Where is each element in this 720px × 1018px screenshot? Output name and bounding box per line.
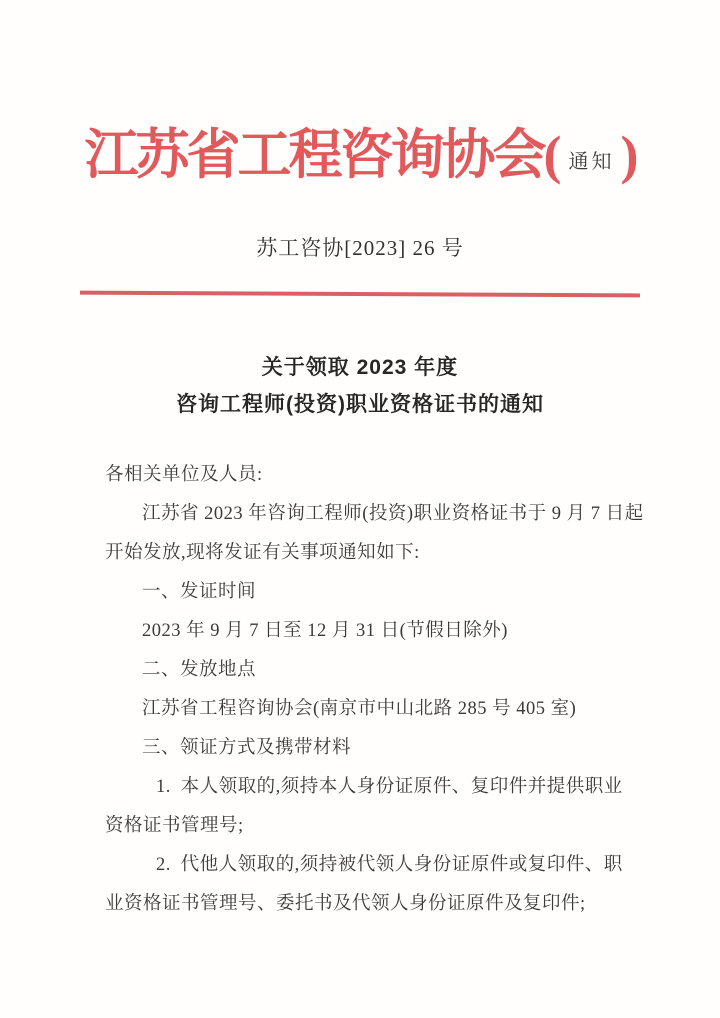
body-line: 资格证书管理号; [105,816,244,836]
doc-title-line1: 关于领取 2023 年度 [261,356,459,379]
doc-title-line2: 咨询工程师(投资)职业资格证书的通知 [176,393,544,416]
body-line: 业资格证书管理号、委托书及代领人身份证原件及复印件; [105,894,586,914]
body-line-section-1: 一、发证时间 [142,582,257,602]
masthead-org-name: 江苏省工程咨询协会( [84,125,559,185]
body-line-section-3: 三、领证方式及携带材料 [142,738,352,758]
body-line-section-2: 二、发放地点 [142,660,257,680]
notice-body [105,456,644,924]
masthead [0,125,720,185]
doc-number: 苏工咨协[2023] 26 号 [256,236,464,260]
body-line-salutation: 各相关单位及人员: [105,465,263,485]
red-divider-rule [80,291,640,298]
body-line-item-2: 2. 代他人领取的,须持被代领人身份证原件或复印件、职 [156,855,623,875]
body-line-item-1: 1. 本人领取的,须持本人身份证原件、复印件并提供职业 [156,777,623,797]
masthead-doc-type-label: 通知 [568,151,615,173]
masthead-close-paren: ) [620,125,636,185]
doc-title [0,349,720,423]
body-line: 江苏省工程咨询协会(南京市中山北路 285 号 405 室) [142,699,577,719]
body-line: 2023 年 9 月 7 日至 12 月 31 日(节假日除外) [142,621,508,641]
body-line: 开始发放,现将发证有关事项通知如下: [105,543,420,563]
body-line: 江苏省 2023 年咨询工程师(投资)职业资格证书于 9 月 7 日起 [142,504,644,524]
